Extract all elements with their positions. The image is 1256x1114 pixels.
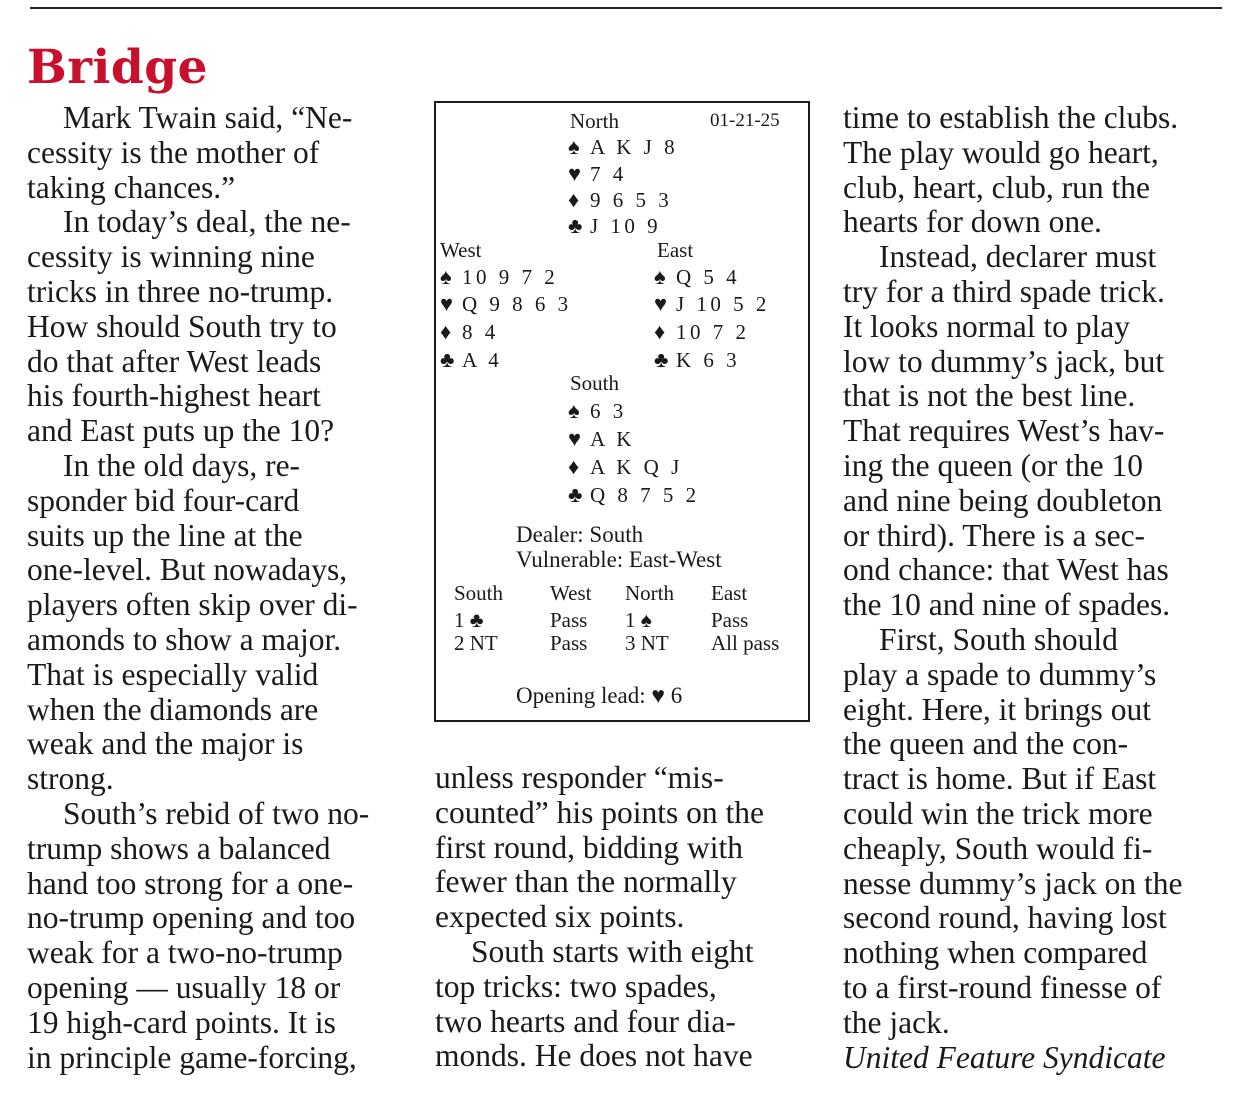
heart-icon: ♥ — [440, 291, 454, 316]
north-diamonds: ♦ 9 6 5 3 — [568, 187, 673, 212]
diamond-icon: ♦ — [440, 319, 452, 344]
west-clubs: ♣ A 4 — [440, 347, 503, 372]
text-line: first round, bidding with — [435, 829, 743, 865]
text-line: In today’s deal, the ne- — [63, 204, 351, 240]
club-icon: ♣ — [440, 347, 455, 372]
text-line: ing the queen (or the 10 — [843, 447, 1144, 483]
auction-header-east: East — [711, 581, 748, 605]
top-rule — [30, 7, 1222, 9]
text-line: taking chances.” — [27, 169, 236, 205]
north-clubs: ♣ J 10 9 — [568, 213, 662, 238]
auction-cell: Pass — [550, 631, 588, 655]
text-line: no-trump opening and too — [27, 900, 356, 936]
text-line: second round, having lost — [843, 900, 1167, 936]
auction-cell: 1 ♣ — [454, 608, 484, 632]
text-line: The play would go heart, — [843, 134, 1159, 170]
text-line: monds. He does not have — [435, 1038, 753, 1074]
club-icon: ♣ — [568, 482, 583, 507]
heart-icon: ♥ — [568, 426, 582, 451]
auction-header-west: West — [550, 581, 592, 605]
text-line: weak and the major is — [27, 726, 304, 762]
diamond-icon: ♦ — [654, 319, 666, 344]
west-hearts: ♥ Q 9 8 6 3 — [440, 291, 572, 316]
text-line: That requires West’s hav- — [843, 413, 1165, 449]
text-line: Instead, declarer must — [879, 239, 1157, 275]
heart-icon: ♥ — [568, 161, 582, 186]
text-line: play a spade to dummy’s — [843, 656, 1157, 692]
text-line: club, heart, club, run the — [843, 169, 1151, 205]
west-spades: ♠ 10 9 7 2 — [440, 264, 559, 289]
text-line: ond chance: that West has — [843, 552, 1169, 588]
deal-date: 01-21-25 — [710, 110, 780, 131]
text-line: in principle game-forcing, — [27, 1039, 357, 1075]
byline: United Feature Syndicate — [843, 1039, 1166, 1075]
auction-cell: Pass — [550, 608, 588, 632]
column-title: Bridge — [27, 40, 208, 95]
text-line: amonds to show a major. — [27, 621, 342, 657]
east-label: East — [657, 238, 694, 262]
text-line: sponder bid four-card — [27, 482, 300, 518]
auction-header-north: North — [625, 581, 674, 605]
text-line: to a first-round finesse of — [843, 969, 1162, 1005]
text-line: counted” his points on the — [435, 794, 764, 830]
text-line: players often skip over di- — [27, 587, 358, 623]
diamond-icon: ♦ — [568, 187, 580, 212]
text-line: fewer than the normally — [435, 864, 737, 900]
text-line: low to dummy’s jack, but — [843, 343, 1165, 379]
text-line: unless responder “mis- — [435, 760, 724, 795]
text-line: that is not the best line. — [843, 378, 1136, 414]
text-line: tract is home. But if East — [843, 761, 1157, 797]
dealer: Dealer: South — [516, 522, 644, 547]
auction-cell: 3 NT — [625, 631, 669, 655]
deal-diagram — [434, 101, 810, 722]
text-line: trump shows a balanced — [27, 830, 331, 866]
article-column-2 — [435, 761, 815, 1074]
auction-header-south: South — [454, 581, 504, 605]
spade-icon: ♠ — [440, 264, 452, 289]
north-spades: ♠ A K J 8 — [568, 134, 679, 159]
text-line: It looks normal to play — [843, 308, 1130, 344]
auction-cell: 2 NT — [454, 631, 498, 655]
club-icon: ♣ — [568, 213, 583, 238]
text-line: could win the trick more — [843, 795, 1153, 831]
text-line: or third). There is a sec- — [843, 517, 1146, 553]
text-line: nesse dummy’s jack on the — [843, 865, 1183, 901]
spade-icon: ♠ — [568, 134, 580, 159]
text-line: 19 high-card points. It is — [27, 1004, 336, 1040]
text-line: In the old days, re- — [63, 447, 301, 483]
auction-cell: All pass — [711, 631, 780, 655]
vulnerable: Vulnerable: East-West — [516, 547, 722, 572]
club-icon: ♣ — [654, 347, 669, 372]
text-line: the queen and the con- — [843, 726, 1129, 762]
spade-icon: ♠ — [568, 398, 580, 423]
text-line: hearts for down one. — [843, 204, 1102, 240]
north-label: North — [570, 109, 619, 133]
text-line: South’s rebid of two no- — [63, 795, 370, 831]
text-line: time to establish the clubs. — [843, 100, 1179, 135]
diamond-icon: ♦ — [568, 454, 580, 479]
text-line: hand too strong for a one- — [27, 865, 354, 901]
text-line: opening — usually 18 or — [27, 969, 341, 1005]
text-line: How should South try to — [27, 308, 337, 344]
west-label: West — [440, 238, 482, 262]
text-line: try for a third spade trick. — [843, 273, 1165, 309]
text-line: weak for a two-no-trump — [27, 935, 343, 971]
heart-icon: ♥ — [654, 291, 668, 316]
south-clubs: ♣ Q 8 7 5 2 — [568, 482, 700, 507]
text-line: suits up the line at the — [27, 517, 303, 553]
east-diamonds: ♦ 10 7 2 — [654, 319, 750, 344]
text-line: South starts with eight — [471, 933, 754, 969]
text-line: do that after West leads — [27, 343, 322, 379]
auction-cell: 1 ♠ — [625, 608, 652, 632]
west-diamonds: ♦ 8 4 — [440, 319, 499, 344]
text-line: and East puts up the 10? — [27, 413, 335, 449]
text-line: when the diamonds are — [27, 691, 319, 727]
spade-icon: ♠ — [654, 264, 666, 289]
east-hearts: ♥ J 10 5 2 — [654, 291, 770, 316]
south-diamonds: ♦ A K Q J — [568, 454, 683, 479]
north-hearts: ♥ 7 4 — [568, 161, 627, 186]
text-line: his fourth-highest heart — [27, 378, 321, 414]
text-line: cessity is winning nine — [27, 239, 315, 275]
east-clubs: ♣ K 6 3 — [654, 347, 741, 372]
text-line: First, South should — [879, 621, 1118, 657]
text-line: cessity is the mother of — [27, 134, 320, 170]
text-line: eight. Here, it brings out — [843, 691, 1151, 727]
text-line: Mark Twain said, “Ne- — [63, 100, 353, 135]
south-hearts: ♥ A K — [568, 426, 635, 451]
text-line: nothing when compared — [843, 935, 1148, 971]
opening-lead: Opening lead: ♥ 6 — [516, 683, 683, 708]
text-line: expected six points. — [435, 899, 685, 935]
auction-cell: Pass — [711, 608, 749, 632]
text-line: two hearts and four dia- — [435, 1003, 736, 1039]
east-spades: ♠ Q 5 4 — [654, 264, 741, 289]
south-spades: ♠ 6 3 — [568, 398, 627, 423]
text-line: cheaply, South would fi- — [843, 830, 1153, 866]
text-line: That is especially valid — [27, 656, 319, 692]
text-line: strong. — [27, 761, 114, 797]
text-line: one-level. But nowadays, — [27, 552, 348, 588]
article-column-3 — [843, 101, 1228, 1075]
text-line: and nine being doubleton — [843, 482, 1163, 518]
text-line: tricks in three no-trump. — [27, 273, 334, 309]
south-label: South — [570, 371, 620, 395]
text-line: the 10 and nine of spades. — [843, 587, 1171, 623]
article-column-1 — [27, 101, 412, 1075]
text-line: top tricks: two spades, — [435, 968, 717, 1004]
text-line: the jack. — [843, 1004, 950, 1040]
